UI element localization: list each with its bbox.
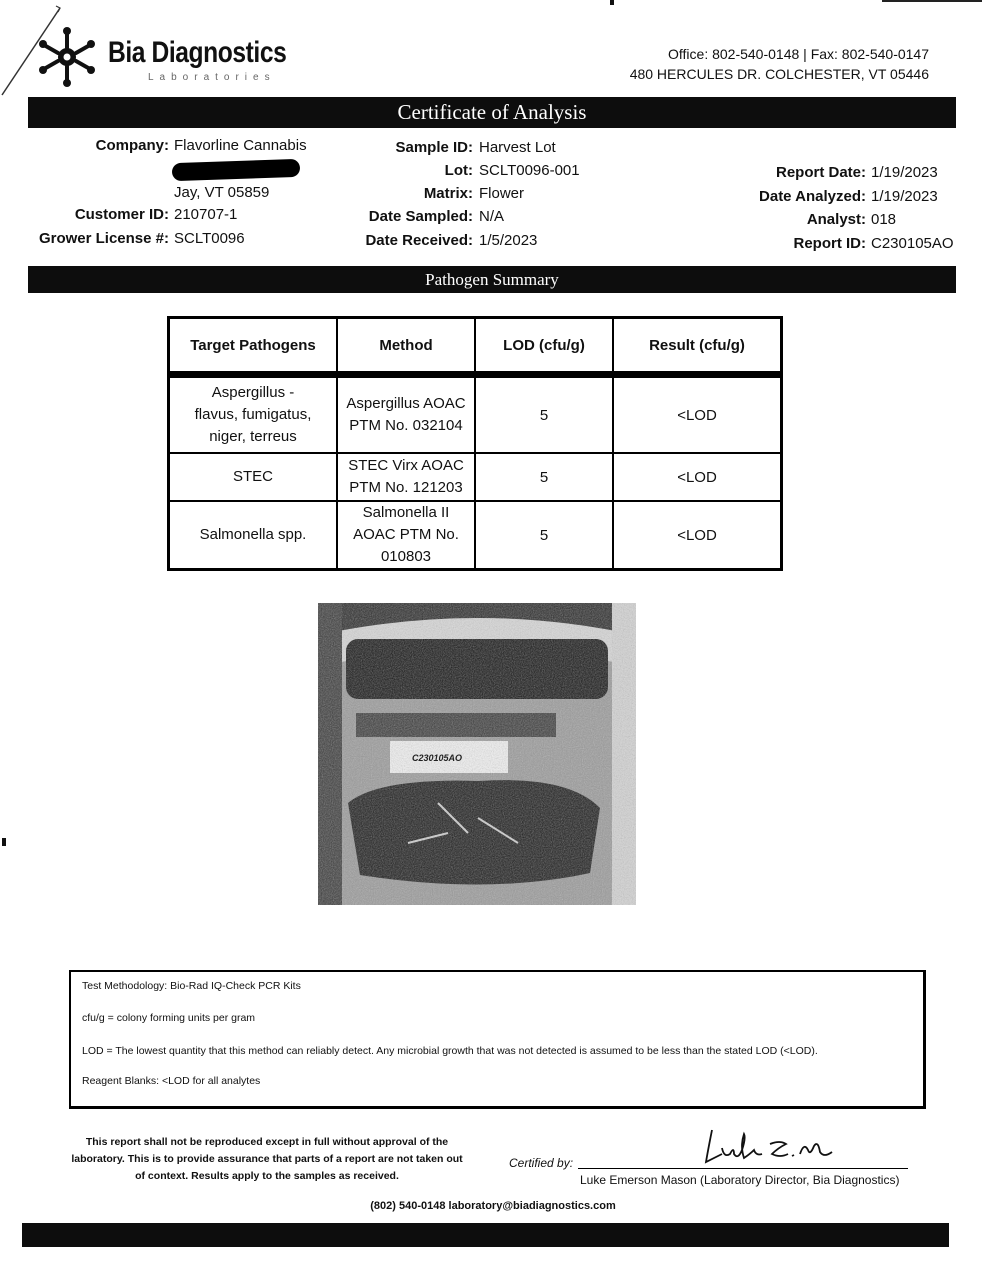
table-row bbox=[169, 375, 782, 454]
scan-speck bbox=[2, 838, 6, 846]
col-header-pathogens: Target Pathogens bbox=[169, 318, 338, 375]
method-cell: Salmonella II AOAC PTM No. 010803 bbox=[337, 501, 475, 570]
date-sampled-label: Date Sampled: bbox=[368, 208, 473, 225]
scan-top-line bbox=[882, 0, 982, 2]
report-id-label: Report ID: bbox=[793, 235, 866, 252]
sample-id-value: Harvest Lot bbox=[479, 139, 556, 156]
analyst-value: 018 bbox=[871, 211, 897, 228]
date-received-value: 1/5/2023 bbox=[479, 232, 538, 249]
lod-cell: 5 bbox=[475, 501, 613, 570]
photo-sample-label: C230105AO bbox=[412, 753, 463, 763]
signer-name: Luke Emerson Mason (Laboratory Director, Bia Diagnostics) bbox=[580, 1173, 900, 1187]
cfu-definition: cfu/g = colony forming units per gram bbox=[82, 1012, 256, 1024]
lod-definition: LOD = The lowest quantity that this method can reliably detect. Any microbial growth that was not detected is assumed to be less than the stated LOD (<LOD). bbox=[82, 1045, 818, 1057]
scan-speck bbox=[610, 0, 614, 5]
grower-license-value: SCLT0096 bbox=[174, 230, 245, 247]
certificate-title-bar: Certificate of Analysis bbox=[28, 97, 956, 128]
analyst-label: Analyst: bbox=[806, 211, 866, 228]
sample-photo bbox=[318, 603, 636, 905]
method-cell: Aspergillus AOAC PTM No. 032104 bbox=[337, 375, 475, 454]
result-cell: <LOD bbox=[613, 453, 782, 501]
date-sampled-value: N/A bbox=[479, 208, 505, 225]
date-analyzed-value: 1/19/2023 bbox=[871, 188, 938, 205]
pathogen-summary-bar: Pathogen Summary bbox=[28, 266, 956, 293]
table-row bbox=[169, 453, 782, 501]
disclaimer: This report shall not be reproduced except in full without approval of the laboratory. This is to provide assurance that parts of a report are not taken out of context. Results apply to the samples as received. bbox=[71, 1136, 463, 1182]
city-value: Jay, VT 05859 bbox=[174, 184, 270, 201]
footer-bar bbox=[22, 1223, 949, 1247]
header-phone-fax: Office: 802-540-0148 | Fax: 802-540-0147 bbox=[668, 46, 929, 62]
method-cell: STEC Virx AOAC PTM No. 121203 bbox=[337, 453, 475, 501]
result-cell: <LOD bbox=[613, 501, 782, 570]
customer-id-value: 210707-1 bbox=[174, 206, 238, 223]
report-id-value: C230105AO bbox=[871, 235, 954, 252]
company-label: Company: bbox=[95, 137, 169, 154]
result-cell: <LOD bbox=[613, 375, 782, 454]
matrix-label: Matrix: bbox=[423, 185, 473, 202]
customer-id-label: Customer ID: bbox=[74, 206, 169, 223]
lod-cell: 5 bbox=[475, 375, 613, 454]
grower-license-label: Grower License #: bbox=[38, 230, 169, 247]
header-address: 480 HERCULES DR. COLCHESTER, VT 05446 bbox=[629, 66, 929, 82]
company-value: Flavorline Cannabis bbox=[174, 137, 307, 154]
col-header-result: Result (cfu/g) bbox=[613, 318, 782, 375]
sample-id-label: Sample ID: bbox=[395, 139, 473, 156]
bia-logo-icon bbox=[36, 26, 98, 88]
lot-label: Lot: bbox=[444, 162, 473, 179]
lot-value: SCLT0096-001 bbox=[479, 162, 580, 179]
report-date-label: Report Date: bbox=[775, 164, 866, 181]
brand-name: Bia Diagnostics bbox=[108, 36, 287, 69]
signature-image bbox=[700, 1124, 840, 1170]
footer-contact: (802) 540-0148 laboratory@biadiagnostics.com bbox=[370, 1200, 616, 1212]
pathogen-cell: Aspergillus - flavus, fumigatus, niger, terreus bbox=[169, 375, 338, 454]
col-header-lod: LOD (cfu/g) bbox=[475, 318, 613, 375]
col-header-method: Method bbox=[337, 318, 475, 375]
certified-by-label: Certified by: bbox=[509, 1156, 574, 1170]
date-analyzed-label: Date Analyzed: bbox=[759, 188, 866, 205]
brand-subtitle: Laboratories bbox=[148, 72, 276, 83]
table-row bbox=[169, 501, 782, 570]
pathogen-cell: STEC bbox=[169, 453, 338, 501]
signature-line bbox=[578, 1168, 908, 1169]
reagent-blanks: Reagent Blanks: <LOD for all analytes bbox=[82, 1075, 261, 1087]
pathogen-cell: Salmonella spp. bbox=[169, 501, 338, 570]
methodology-line: Test Methodology: Bio-Rad IQ-Check PCR Kits bbox=[82, 980, 301, 992]
pathogen-table bbox=[167, 316, 783, 571]
matrix-value: Flower bbox=[479, 185, 525, 202]
redaction-mark bbox=[172, 159, 301, 181]
lod-cell: 5 bbox=[475, 453, 613, 501]
report-date-value: 1/19/2023 bbox=[871, 164, 938, 181]
date-received-label: Date Received: bbox=[365, 232, 473, 249]
